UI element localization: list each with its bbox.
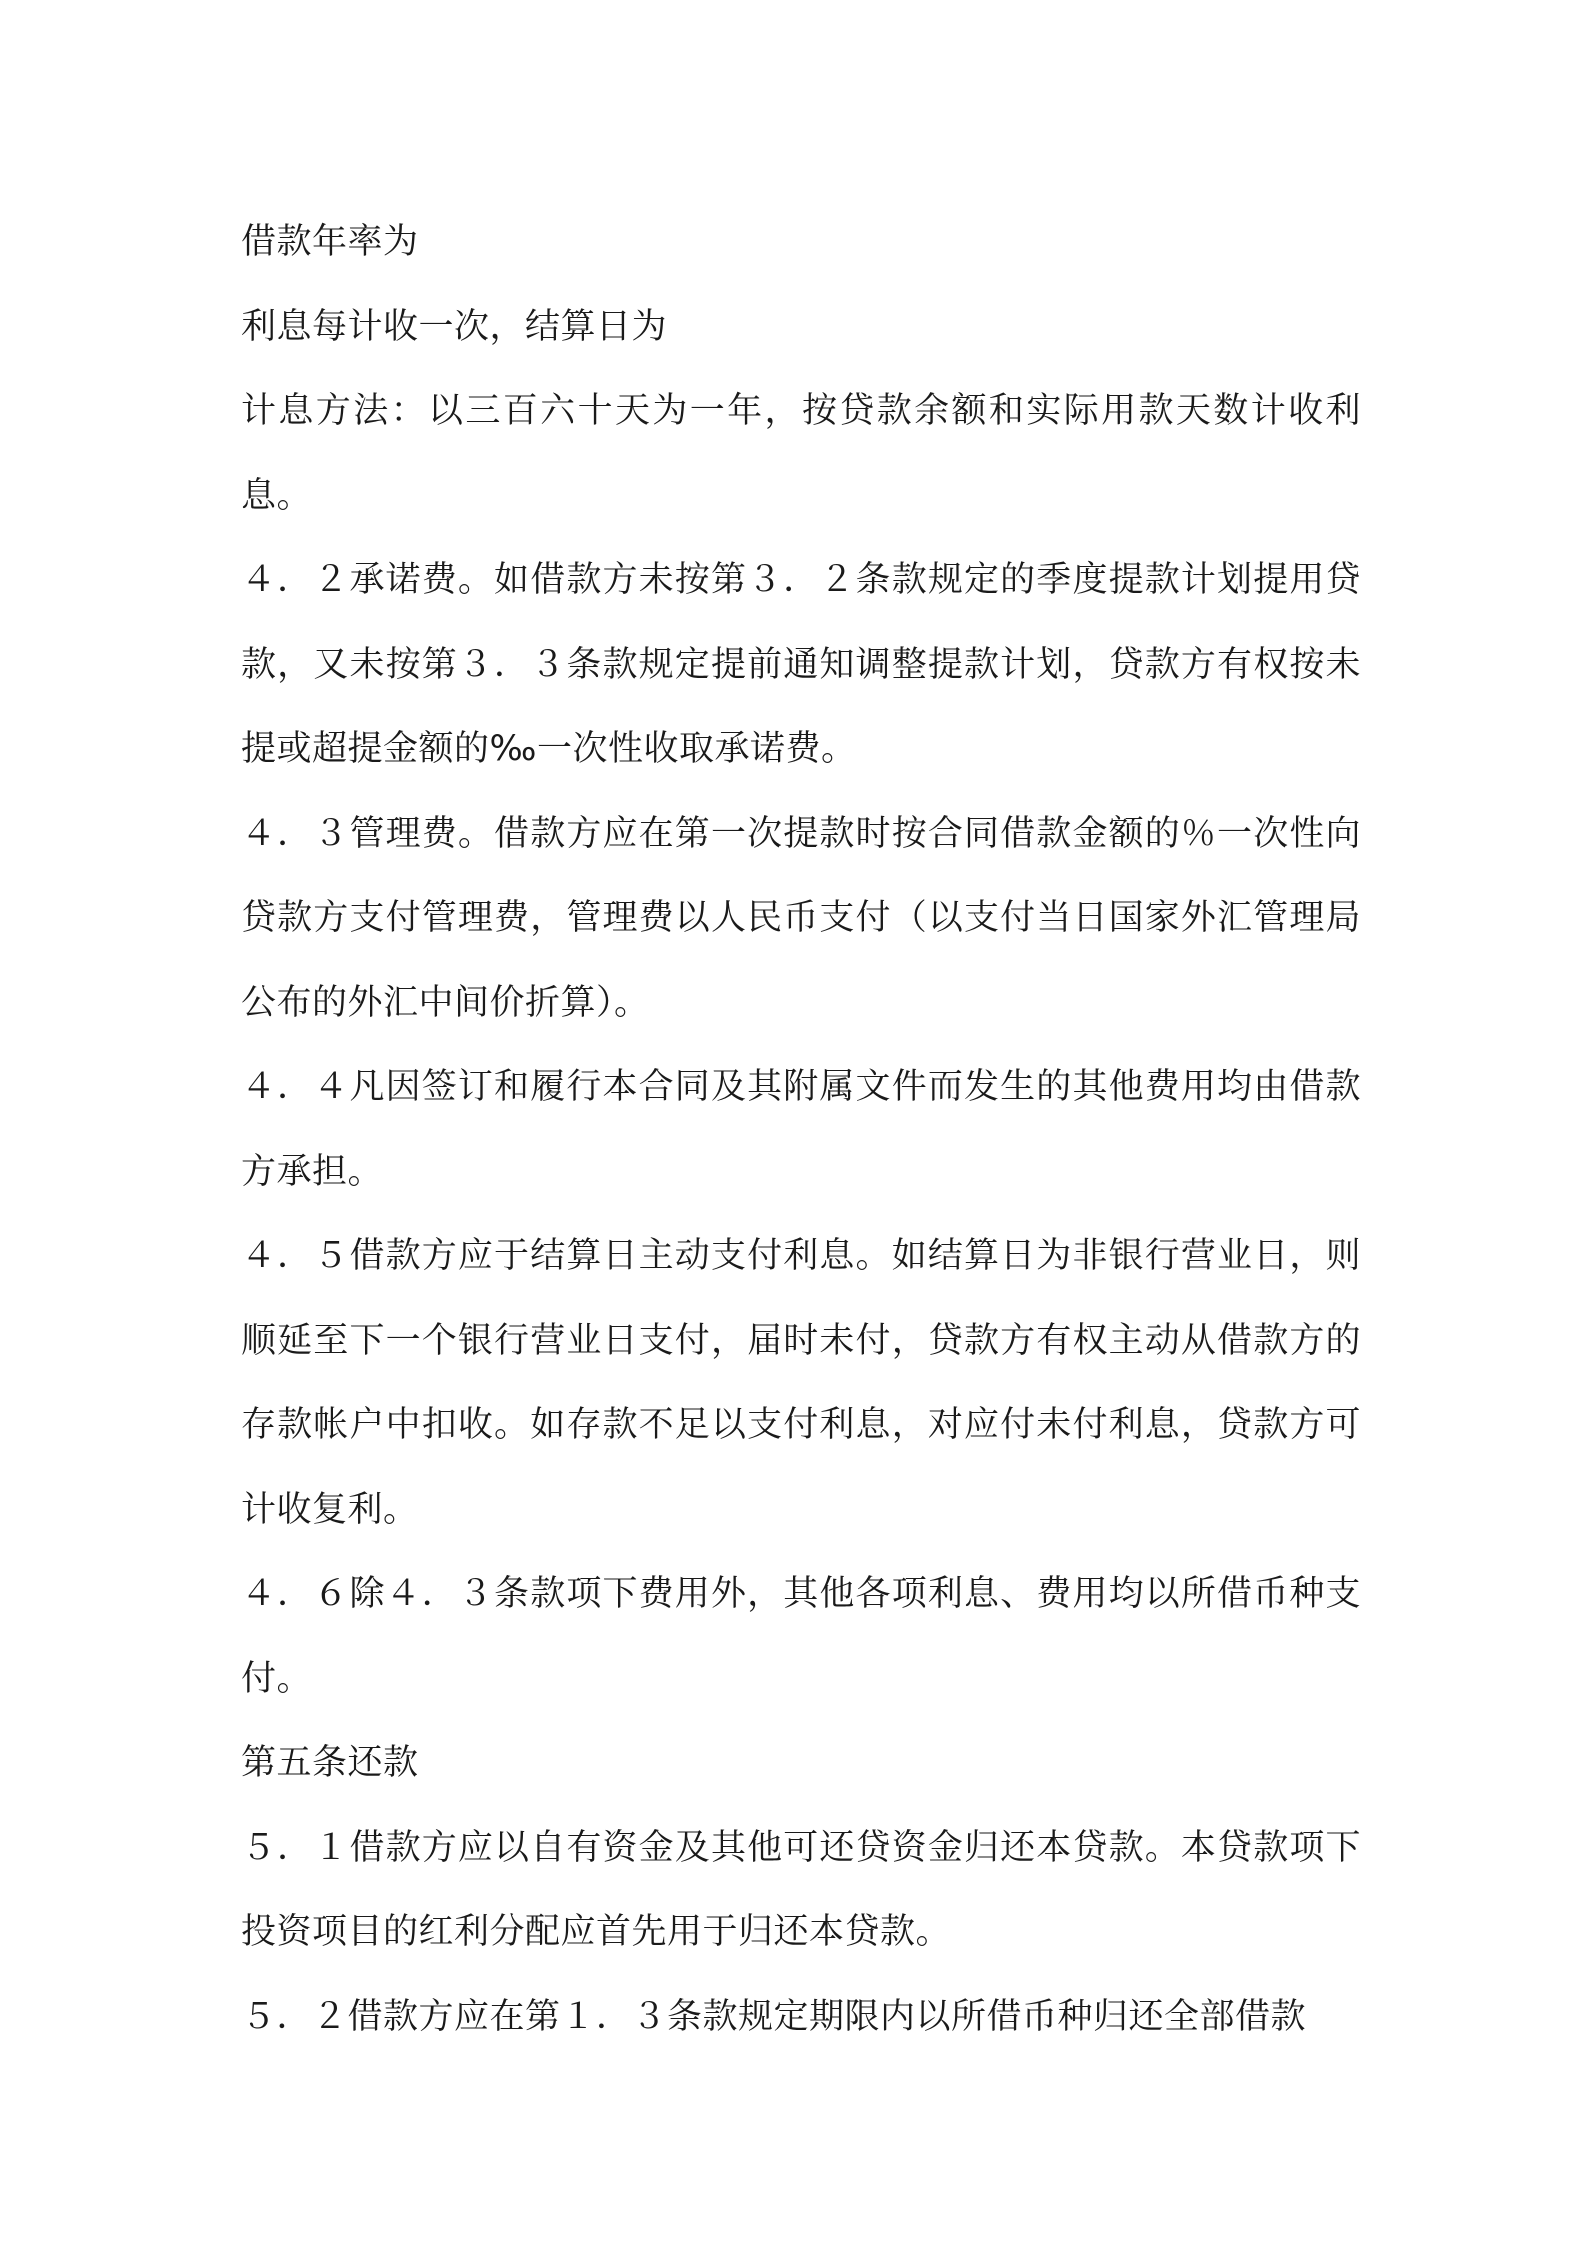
paragraph-interest-method: 计息方法：以三百六十天为一年，按贷款余额和实际用款天数计收利息。 bbox=[241, 391, 1361, 516]
paragraph-annual-rate: 借款年率为 bbox=[241, 222, 419, 262]
contract-text bbox=[241, 200, 1361, 2059]
paragraph-4-3-management-fee: ４．３管理费。借款方应在第一次提款时按合同借款金额的％一次性向贷款方支付管理费，管理费以人民币支付（以支付当日国家外汇管理局公布的外汇中间价折算）。 bbox=[241, 813, 1361, 1023]
paragraph-4-6-currency: ４．６除４．３条款项下费用外，其他各项利息、费用均以所借币种支付。 bbox=[241, 1574, 1361, 1699]
section-heading-repayment: 第五条还款 bbox=[241, 1743, 419, 1783]
paragraph-5-2-repayment-term: ５．２借款方应在第１．３条款规定期限内以所借币种归还全部借款 bbox=[241, 1996, 1307, 2037]
paragraph-4-2-commitment-fee: ４．２承诺费。如借款方未按第３．２条款规定的季度提款计划提用贷款，又未按第３．３条款规定提前通知调整提款计划，贷款方有权按未提或超提金额的‰一次性收取承诺费。 bbox=[241, 560, 1361, 769]
paragraph-4-5-interest-payment: ４．５借款方应于结算日主动支付利息。如结算日为非银行营业日，则顺延至下一个银行营业日支付，届时未付，贷款方有权主动从借款方的存款帐户中扣收。如存款不足以支付利息，对应付未付利息，贷款方可计收复利。 bbox=[241, 1236, 1361, 1530]
paragraph-4-4-other-fees: ４．４凡因签订和履行本合同及其附属文件而发生的其他费用均由借款方承担。 bbox=[241, 1067, 1361, 1192]
paragraph-5-1-repayment-source: ５．１借款方应以自有资金及其他可还贷资金归还本贷款。本贷款项下投资项目的红利分配应首先用于归还本贷款。 bbox=[241, 1827, 1361, 1952]
paragraph-interest-settlement: 利息每计收一次，结算日为 bbox=[241, 306, 668, 347]
